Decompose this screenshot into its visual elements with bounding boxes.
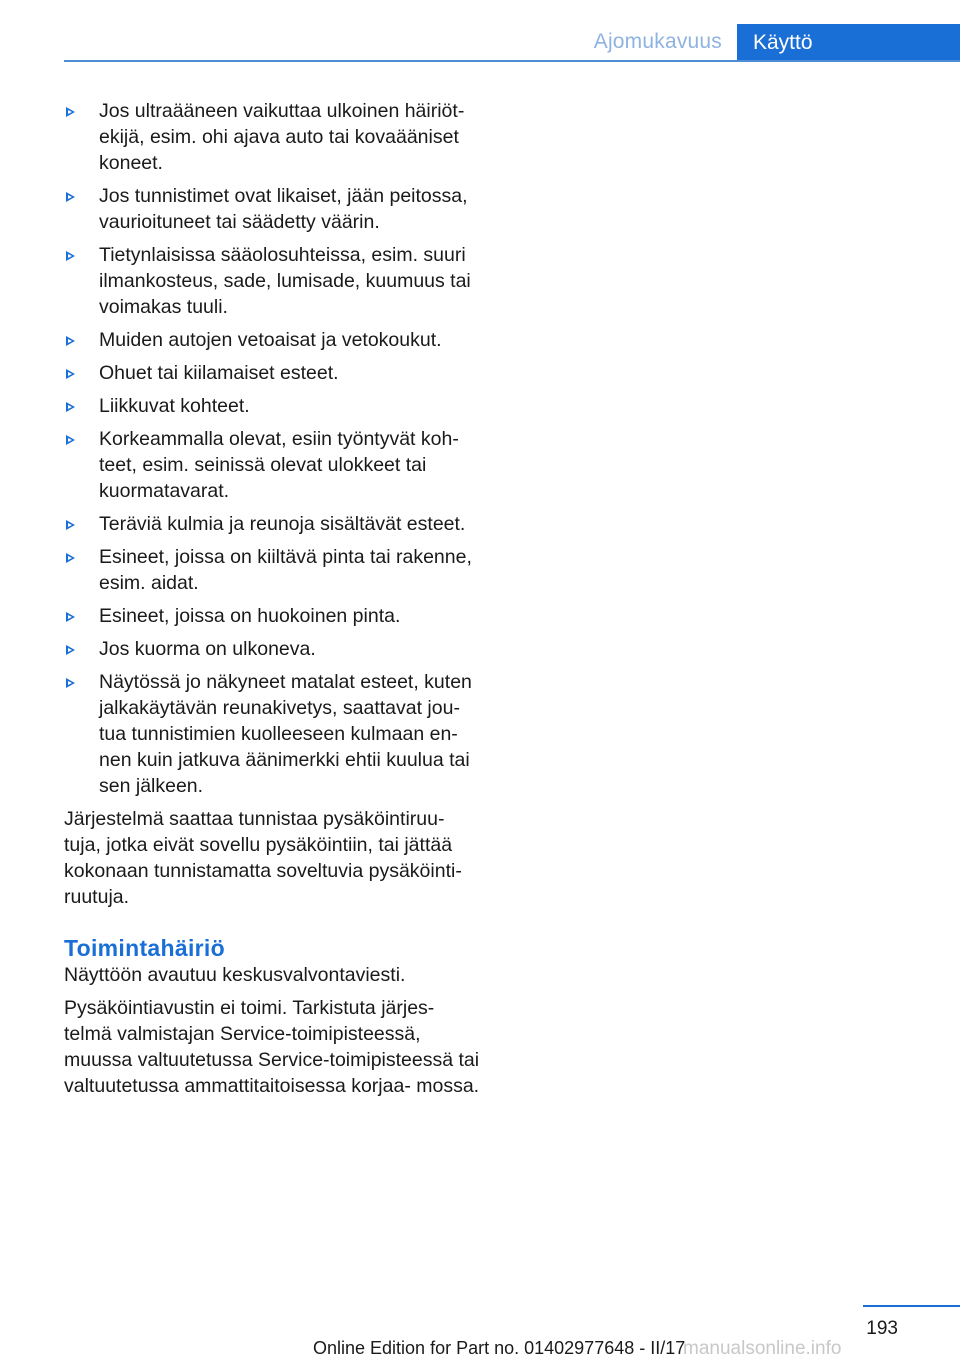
header-section-label: Ajomukavuus bbox=[593, 30, 722, 53]
header-tab: Käyttö bbox=[737, 24, 960, 62]
bullet-list bbox=[64, 98, 480, 799]
footer-watermark: manualsonline.info bbox=[683, 1338, 842, 1359]
page-content bbox=[64, 98, 480, 1106]
header-rule bbox=[64, 60, 960, 62]
list-item bbox=[64, 183, 480, 235]
list-item bbox=[64, 511, 480, 537]
list-item bbox=[64, 636, 480, 662]
triangle-bullet-icon bbox=[66, 251, 75, 261]
list-item-text: Jos kuorma on ulkoneva. bbox=[99, 638, 316, 660]
list-item-text: Muiden autojen vetoaisat ja vetokoukut. bbox=[99, 329, 442, 351]
triangle-bullet-icon bbox=[66, 553, 75, 563]
body-paragraph: Näyttöön avautuu keskusvalvontaviesti. bbox=[64, 964, 406, 986]
body-paragraph: Järjestelmä saattaa tunnistaa pysäköintiruu‐ tuja, jotka eivät sovellu pysäköintiin, tai jättää kokonaan tunnistamatta soveltuvia pysäköinti‐ ruutuja. bbox=[64, 808, 462, 908]
list-item-text: Korkeammalla olevat, esiin työntyvät koh‐ teet, esim. seinissä olevat ulokkeet tai kuormatavarat. bbox=[99, 428, 459, 502]
footer-edition: Online Edition for Part no. 01402977648 - II/17 bbox=[313, 1338, 686, 1358]
triangle-bullet-icon bbox=[66, 336, 75, 346]
triangle-bullet-icon bbox=[66, 520, 75, 530]
list-item-text: Ohuet tai kiilamaiset esteet. bbox=[99, 362, 339, 384]
list-item bbox=[64, 426, 480, 504]
triangle-bullet-icon bbox=[66, 435, 75, 445]
list-item bbox=[64, 669, 480, 799]
triangle-bullet-icon bbox=[66, 369, 75, 379]
list-item bbox=[64, 242, 480, 320]
triangle-bullet-icon bbox=[66, 645, 75, 655]
triangle-bullet-icon bbox=[66, 678, 75, 688]
triangle-bullet-icon bbox=[66, 107, 75, 117]
list-item-text: Jos tunnistimet ovat likaiset, jään peitossa, vaurioituneet tai säädetty väärin. bbox=[99, 185, 468, 233]
list-item-text: Esineet, joissa on huokoinen pinta. bbox=[99, 605, 401, 627]
list-item bbox=[64, 393, 480, 419]
list-item-text: Tietynlaisissa sääolosuhteissa, esim. suuri ilmankosteus, sade, lumisade, kuumuus tai voimakas tuuli. bbox=[99, 244, 471, 318]
list-item-text: Liikkuvat kohteet. bbox=[99, 395, 250, 417]
list-item bbox=[64, 603, 480, 629]
list-item bbox=[64, 98, 480, 176]
footer-rule bbox=[863, 1305, 960, 1307]
list-item bbox=[64, 327, 480, 353]
list-item-text: Jos ultraääneen vaikuttaa ulkoinen häiriöt‐ ekijä, esim. ohi ajava auto tai kovaääniset koneet. bbox=[99, 100, 465, 174]
triangle-bullet-icon bbox=[66, 402, 75, 412]
triangle-bullet-icon bbox=[66, 612, 75, 622]
list-item-text: Näytössä jo näkyneet matalat esteet, kuten jalkakäytävän reunakivetys, saattavat jou‐ tua tunnistimien kuolleeseen kulmaan en‐ nen kuin jatkuva äänimerkki ehtii kuulua tai sen jälkeen. bbox=[99, 671, 472, 797]
triangle-bullet-icon bbox=[66, 192, 75, 202]
page-number: 193 bbox=[866, 1318, 898, 1339]
list-item bbox=[64, 360, 480, 386]
list-item bbox=[64, 544, 480, 596]
body-paragraph: Pysäköintiavustin ei toimi. Tarkistuta järjes‐ telmä valmistajan Service-toimipisteessä, muussa valtuutetussa Service-toimipisteessä tai valtuutetussa ammattitaitoisessa korjaa‐ mossa. bbox=[64, 997, 480, 1097]
list-item-text: Teräviä kulmia ja reunoja sisältävät esteet. bbox=[99, 513, 466, 535]
section-heading: Toimintahäiriö bbox=[64, 935, 225, 961]
list-item-text: Esineet, joissa on kiiltävä pinta tai rakenne, esim. aidat. bbox=[99, 546, 472, 594]
